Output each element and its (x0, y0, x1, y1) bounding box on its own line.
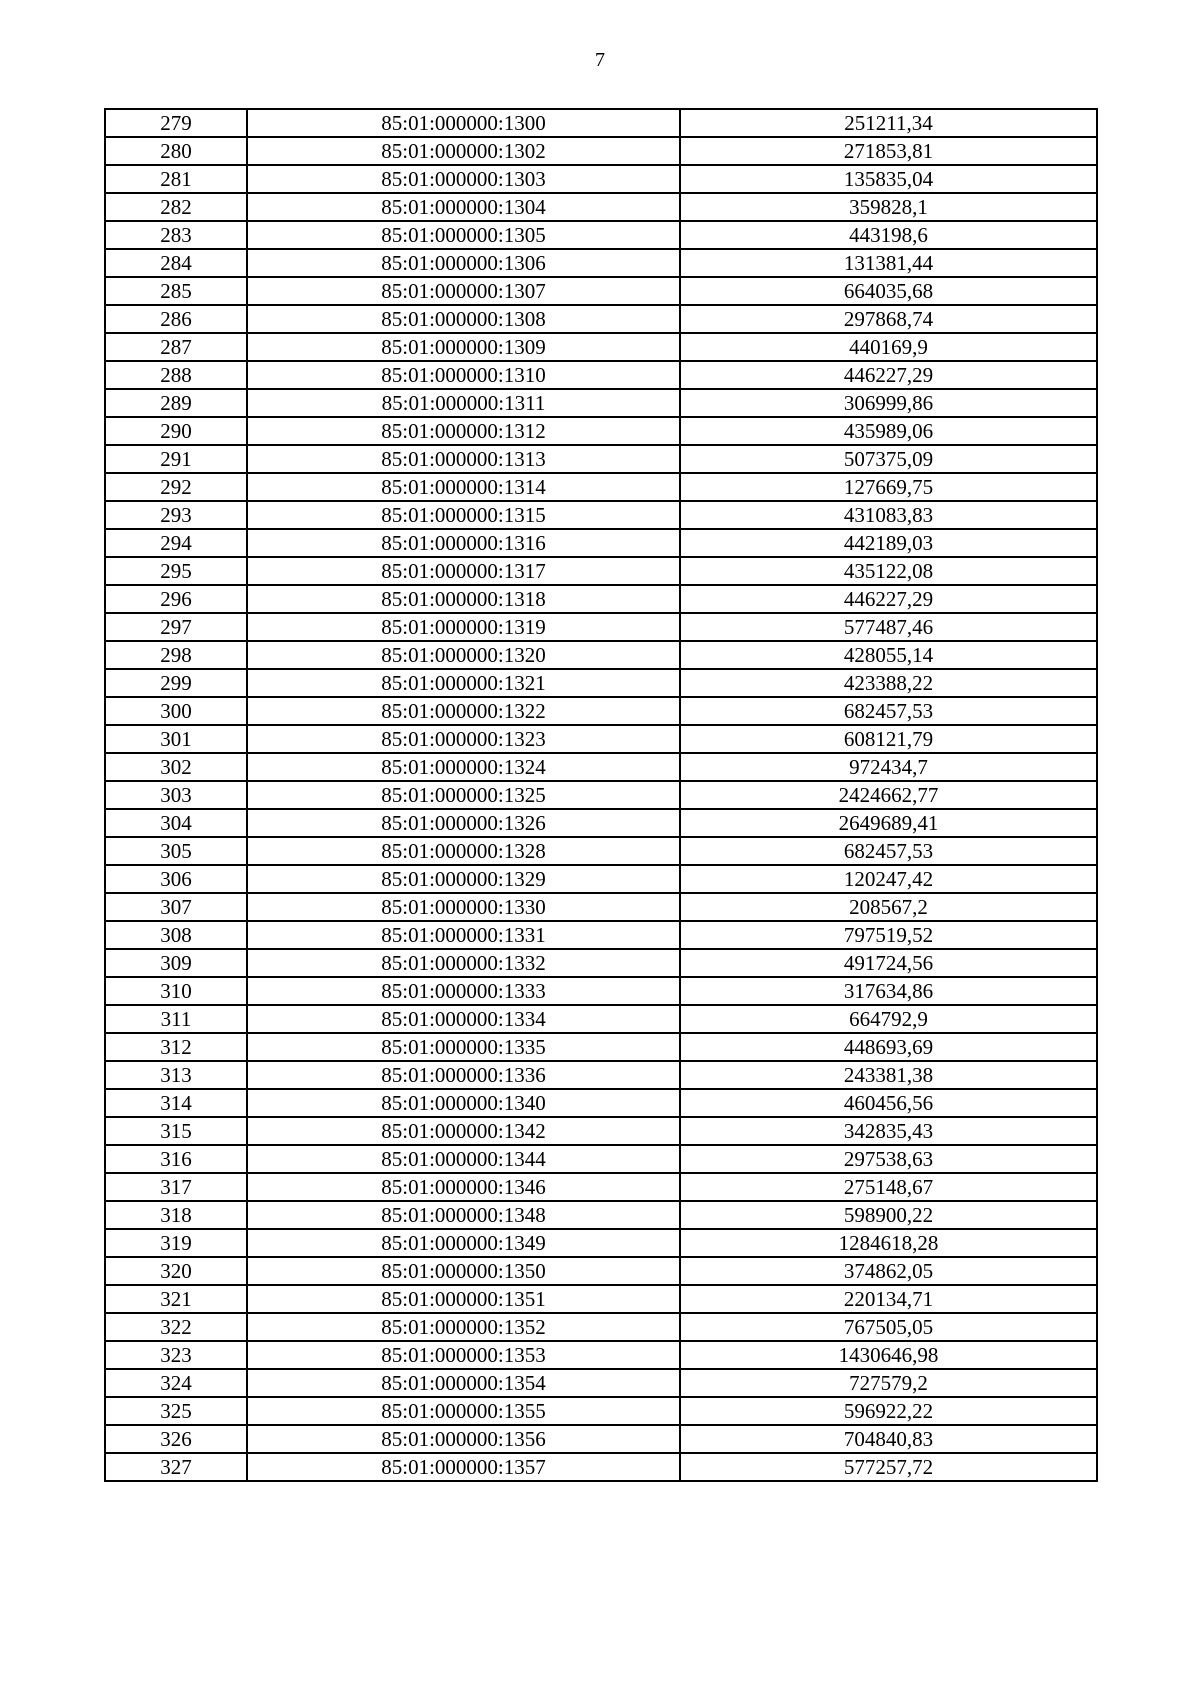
cadastral-number-cell: 85:01:000000:1328 (247, 837, 680, 865)
value-cell: 664035,68 (680, 277, 1097, 305)
table-row (105, 949, 1097, 977)
cadastral-number-cell: 85:01:000000:1342 (247, 1117, 680, 1145)
table-row (105, 529, 1097, 557)
value-cell: 460456,56 (680, 1089, 1097, 1117)
table-row (105, 1369, 1097, 1397)
cadastral-number-cell: 85:01:000000:1340 (247, 1089, 680, 1117)
cadastral-number-cell: 85:01:000000:1312 (247, 417, 680, 445)
table-row (105, 473, 1097, 501)
table-row (105, 809, 1097, 837)
cadastral-number-cell: 85:01:000000:1317 (247, 557, 680, 585)
table-row (105, 1089, 1097, 1117)
value-cell: 431083,83 (680, 501, 1097, 529)
table-row (105, 1229, 1097, 1257)
cadastral-number-cell: 85:01:000000:1350 (247, 1257, 680, 1285)
table-row (105, 781, 1097, 809)
value-cell: 446227,29 (680, 585, 1097, 613)
row-number-cell: 304 (105, 809, 247, 837)
row-number-cell: 324 (105, 1369, 247, 1397)
cadastral-number-cell: 85:01:000000:1330 (247, 893, 680, 921)
table-row (105, 1145, 1097, 1173)
value-cell: 443198,6 (680, 221, 1097, 249)
value-cell: 682457,53 (680, 697, 1097, 725)
value-cell: 208567,2 (680, 893, 1097, 921)
row-number-cell: 295 (105, 557, 247, 585)
row-number-cell: 297 (105, 613, 247, 641)
table-row (105, 417, 1097, 445)
value-cell: 251211,34 (680, 109, 1097, 137)
row-number-cell: 299 (105, 669, 247, 697)
table-row (105, 249, 1097, 277)
cadastral-number-cell: 85:01:000000:1333 (247, 977, 680, 1005)
cadastral-number-cell: 85:01:000000:1332 (247, 949, 680, 977)
value-cell: 374862,05 (680, 1257, 1097, 1285)
table-row (105, 333, 1097, 361)
value-cell: 271853,81 (680, 137, 1097, 165)
cadastral-number-cell: 85:01:000000:1302 (247, 137, 680, 165)
cadastral-number-cell: 85:01:000000:1305 (247, 221, 680, 249)
table-row (105, 165, 1097, 193)
row-number-cell: 327 (105, 1453, 247, 1481)
table-row (105, 445, 1097, 473)
cadastral-number-cell: 85:01:000000:1344 (247, 1145, 680, 1173)
cadastral-number-cell: 85:01:000000:1355 (247, 1397, 680, 1425)
row-number-cell: 289 (105, 389, 247, 417)
value-cell: 448693,69 (680, 1033, 1097, 1061)
value-cell: 220134,71 (680, 1285, 1097, 1313)
cadastral-number-cell: 85:01:000000:1310 (247, 361, 680, 389)
row-number-cell: 285 (105, 277, 247, 305)
row-number-cell: 296 (105, 585, 247, 613)
value-cell: 2649689,41 (680, 809, 1097, 837)
table-row (105, 837, 1097, 865)
value-cell: 491724,56 (680, 949, 1097, 977)
value-cell: 577487,46 (680, 613, 1097, 641)
value-cell: 446227,29 (680, 361, 1097, 389)
row-number-cell: 313 (105, 1061, 247, 1089)
row-number-cell: 279 (105, 109, 247, 137)
cadastral-number-cell: 85:01:000000:1306 (247, 249, 680, 277)
value-cell: 767505,05 (680, 1313, 1097, 1341)
row-number-cell: 298 (105, 641, 247, 669)
table-row (105, 1341, 1097, 1369)
value-cell: 317634,86 (680, 977, 1097, 1005)
value-cell: 507375,09 (680, 445, 1097, 473)
row-number-cell: 325 (105, 1397, 247, 1425)
row-number-cell: 292 (105, 473, 247, 501)
table-row (105, 1201, 1097, 1229)
table-row (105, 641, 1097, 669)
table-row (105, 1061, 1097, 1089)
table-row (105, 501, 1097, 529)
cadastral-number-cell: 85:01:000000:1318 (247, 585, 680, 613)
table-row (105, 1033, 1097, 1061)
cadastral-number-cell: 85:01:000000:1346 (247, 1173, 680, 1201)
cadastral-number-cell: 85:01:000000:1352 (247, 1313, 680, 1341)
row-number-cell: 309 (105, 949, 247, 977)
row-number-cell: 322 (105, 1313, 247, 1341)
value-cell: 127669,75 (680, 473, 1097, 501)
value-cell: 120247,42 (680, 865, 1097, 893)
cadastral-number-cell: 85:01:000000:1329 (247, 865, 680, 893)
row-number-cell: 323 (105, 1341, 247, 1369)
value-cell: 2424662,77 (680, 781, 1097, 809)
cadastral-number-cell: 85:01:000000:1321 (247, 669, 680, 697)
row-number-cell: 302 (105, 753, 247, 781)
table-row (105, 977, 1097, 1005)
value-cell: 797519,52 (680, 921, 1097, 949)
cadastral-number-cell: 85:01:000000:1351 (247, 1285, 680, 1313)
value-cell: 972434,7 (680, 753, 1097, 781)
value-cell: 682457,53 (680, 837, 1097, 865)
cadastral-number-cell: 85:01:000000:1300 (247, 109, 680, 137)
row-number-cell: 319 (105, 1229, 247, 1257)
table-row (105, 1285, 1097, 1313)
cadastral-number-cell: 85:01:000000:1356 (247, 1425, 680, 1453)
table-row (105, 613, 1097, 641)
value-cell: 275148,67 (680, 1173, 1097, 1201)
row-number-cell: 303 (105, 781, 247, 809)
row-number-cell: 321 (105, 1285, 247, 1313)
row-number-cell: 290 (105, 417, 247, 445)
row-number-cell: 282 (105, 193, 247, 221)
value-cell: 435989,06 (680, 417, 1097, 445)
row-number-cell: 283 (105, 221, 247, 249)
cadastral-number-cell: 85:01:000000:1334 (247, 1005, 680, 1033)
cadastral-number-cell: 85:01:000000:1353 (247, 1341, 680, 1369)
cadastral-number-cell: 85:01:000000:1313 (247, 445, 680, 473)
table-row (105, 697, 1097, 725)
row-number-cell: 288 (105, 361, 247, 389)
value-cell: 727579,2 (680, 1369, 1097, 1397)
value-cell: 440169,9 (680, 333, 1097, 361)
cadastral-number-cell: 85:01:000000:1336 (247, 1061, 680, 1089)
table-row (105, 1173, 1097, 1201)
cadastral-number-cell: 85:01:000000:1324 (247, 753, 680, 781)
table-row (105, 893, 1097, 921)
cadastral-number-cell: 85:01:000000:1326 (247, 809, 680, 837)
value-cell: 442189,03 (680, 529, 1097, 557)
cadastral-number-cell: 85:01:000000:1335 (247, 1033, 680, 1061)
value-cell: 297538,63 (680, 1145, 1097, 1173)
row-number-cell: 286 (105, 305, 247, 333)
row-number-cell: 281 (105, 165, 247, 193)
cadastral-number-cell: 85:01:000000:1357 (247, 1453, 680, 1481)
cadastral-number-cell: 85:01:000000:1319 (247, 613, 680, 641)
table-row (105, 669, 1097, 697)
cadastral-number-cell: 85:01:000000:1331 (247, 921, 680, 949)
value-cell: 704840,83 (680, 1425, 1097, 1453)
table-row (105, 725, 1097, 753)
value-cell: 608121,79 (680, 725, 1097, 753)
row-number-cell: 284 (105, 249, 247, 277)
row-number-cell: 315 (105, 1117, 247, 1145)
cadastral-number-cell: 85:01:000000:1325 (247, 781, 680, 809)
row-number-cell: 300 (105, 697, 247, 725)
cadastral-number-cell: 85:01:000000:1307 (247, 277, 680, 305)
cadastral-number-cell: 85:01:000000:1311 (247, 389, 680, 417)
cadastral-number-cell: 85:01:000000:1323 (247, 725, 680, 753)
cadastral-number-cell: 85:01:000000:1308 (247, 305, 680, 333)
table-row (105, 221, 1097, 249)
table-row (105, 1397, 1097, 1425)
value-cell: 243381,38 (680, 1061, 1097, 1089)
row-number-cell: 316 (105, 1145, 247, 1173)
value-cell: 598900,22 (680, 1201, 1097, 1229)
table-row (105, 557, 1097, 585)
row-number-cell: 307 (105, 893, 247, 921)
value-cell: 664792,9 (680, 1005, 1097, 1033)
table-row (105, 389, 1097, 417)
row-number-cell: 326 (105, 1425, 247, 1453)
value-cell: 306999,86 (680, 389, 1097, 417)
cadastral-number-cell: 85:01:000000:1309 (247, 333, 680, 361)
row-number-cell: 320 (105, 1257, 247, 1285)
value-cell: 428055,14 (680, 641, 1097, 669)
value-cell: 435122,08 (680, 557, 1097, 585)
row-number-cell: 293 (105, 501, 247, 529)
table-row (105, 1313, 1097, 1341)
value-cell: 596922,22 (680, 1397, 1097, 1425)
row-number-cell: 310 (105, 977, 247, 1005)
table-row (105, 193, 1097, 221)
table-row (105, 137, 1097, 165)
row-number-cell: 308 (105, 921, 247, 949)
row-number-cell: 306 (105, 865, 247, 893)
page-number: 7 (595, 49, 605, 71)
cadastral-number-cell: 85:01:000000:1354 (247, 1369, 680, 1397)
row-number-cell: 305 (105, 837, 247, 865)
value-cell: 1430646,98 (680, 1341, 1097, 1369)
row-number-cell: 312 (105, 1033, 247, 1061)
table-row (105, 305, 1097, 333)
value-cell: 577257,72 (680, 1453, 1097, 1481)
cadastral-table (104, 108, 1098, 1482)
table-row (105, 1257, 1097, 1285)
value-cell: 359828,1 (680, 193, 1097, 221)
table-row (105, 865, 1097, 893)
row-number-cell: 311 (105, 1005, 247, 1033)
table-row (105, 1425, 1097, 1453)
cadastral-number-cell: 85:01:000000:1303 (247, 165, 680, 193)
value-cell: 1284618,28 (680, 1229, 1097, 1257)
row-number-cell: 317 (105, 1173, 247, 1201)
row-number-cell: 291 (105, 445, 247, 473)
table-row (105, 277, 1097, 305)
cadastral-number-cell: 85:01:000000:1322 (247, 697, 680, 725)
row-number-cell: 314 (105, 1089, 247, 1117)
table-row (105, 921, 1097, 949)
table-row (105, 1005, 1097, 1033)
value-cell: 297868,74 (680, 305, 1097, 333)
cadastral-number-cell: 85:01:000000:1320 (247, 641, 680, 669)
value-cell: 423388,22 (680, 669, 1097, 697)
table-row (105, 585, 1097, 613)
table-row (105, 753, 1097, 781)
value-cell: 342835,43 (680, 1117, 1097, 1145)
row-number-cell: 287 (105, 333, 247, 361)
cadastral-number-cell: 85:01:000000:1314 (247, 473, 680, 501)
cadastral-number-cell: 85:01:000000:1349 (247, 1229, 680, 1257)
cadastral-number-cell: 85:01:000000:1348 (247, 1201, 680, 1229)
row-number-cell: 318 (105, 1201, 247, 1229)
cadastral-number-cell: 85:01:000000:1315 (247, 501, 680, 529)
row-number-cell: 294 (105, 529, 247, 557)
value-cell: 131381,44 (680, 249, 1097, 277)
table-row (105, 109, 1097, 137)
table-row (105, 1453, 1097, 1481)
table-row (105, 1117, 1097, 1145)
table-body (105, 109, 1097, 1481)
cadastral-number-cell: 85:01:000000:1304 (247, 193, 680, 221)
row-number-cell: 280 (105, 137, 247, 165)
cadastral-number-cell: 85:01:000000:1316 (247, 529, 680, 557)
value-cell: 135835,04 (680, 165, 1097, 193)
table-row (105, 361, 1097, 389)
row-number-cell: 301 (105, 725, 247, 753)
